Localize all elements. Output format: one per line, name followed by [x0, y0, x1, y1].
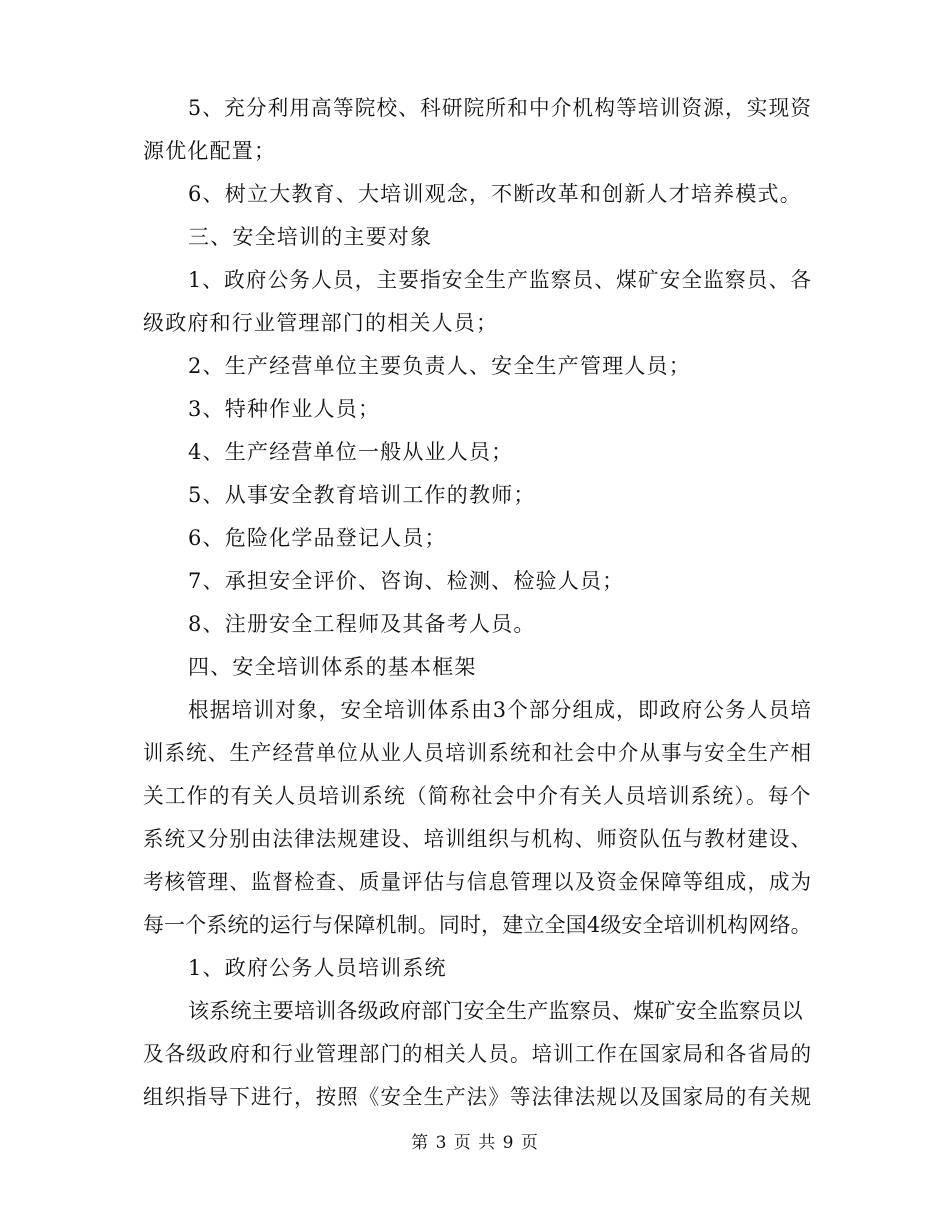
list-item: 5、从事安全教育培训工作的教师；: [188, 483, 536, 507]
text-line: 级政府和行业管理部门的相关人员；: [143, 311, 499, 335]
subsection-heading: 1、政府公务人员培训系统: [188, 956, 447, 980]
text-line: 训系统、生产经营单位从业人员培训系统和社会中介从事与安全生产相: [143, 741, 813, 765]
text-line: 1、政府公务人员，主要指安全生产监察员、煤矿安全监察员、各: [188, 268, 813, 292]
text-line: 根据培训对象，安全培训体系由3个部分组成，即政府公务人员培: [188, 698, 813, 722]
list-item: 7、承担安全评价、咨询、检测、检验人员；: [188, 569, 625, 593]
list-item: 2、生产经营单位主要负责人、安全生产管理人员；: [188, 354, 691, 378]
text-line: 5、充分利用高等院校、科研院所和中介机构等培训资源，实现资: [188, 96, 813, 120]
text-line: 6、树立大教育、大培训观念，不断改革和创新人才培养模式。: [188, 182, 802, 206]
list-item: 6、危险化学品登记人员；: [188, 526, 447, 550]
text-line: 源优化配置；: [143, 139, 277, 163]
text-line: 考核管理、监督检查、质量评估与信息管理以及资金保障等组成，成为: [143, 870, 813, 894]
text-line: 该系统主要培训各级政府部门安全生产监察员、煤矿安全监察员以: [188, 999, 803, 1023]
text-line: 每一个系统的运行与保障机制。同时，建立全国4级安全培训机构网络。: [143, 913, 812, 937]
section-heading: 四、安全培训体系的基本框架: [188, 655, 477, 679]
list-item: 4、生产经营单位一般从业人员；: [188, 440, 514, 464]
text-line: 组织指导下进行，按照《安全生产法》等法律法规以及国家局的有关规: [143, 1085, 813, 1109]
page-number-footer: 第 3 页 共 9 页: [411, 1133, 539, 1153]
list-item: 8、注册安全工程师及其备考人员。: [188, 612, 536, 636]
text-line: 关工作的有关人员培训系统（简称社会中介有关人员培训系统）。每个: [143, 784, 812, 808]
text-line: 及各级政府和行业管理部门的相关人员。培训工作在国家局和各省局的: [143, 1042, 813, 1066]
list-item: 3、特种作业人员；: [188, 397, 381, 421]
section-heading: 三、安全培训的主要对象: [188, 225, 433, 249]
text-line: 系统又分别由法律法规建设、培训组织与机构、师资队伍与教材建设、: [143, 827, 813, 851]
